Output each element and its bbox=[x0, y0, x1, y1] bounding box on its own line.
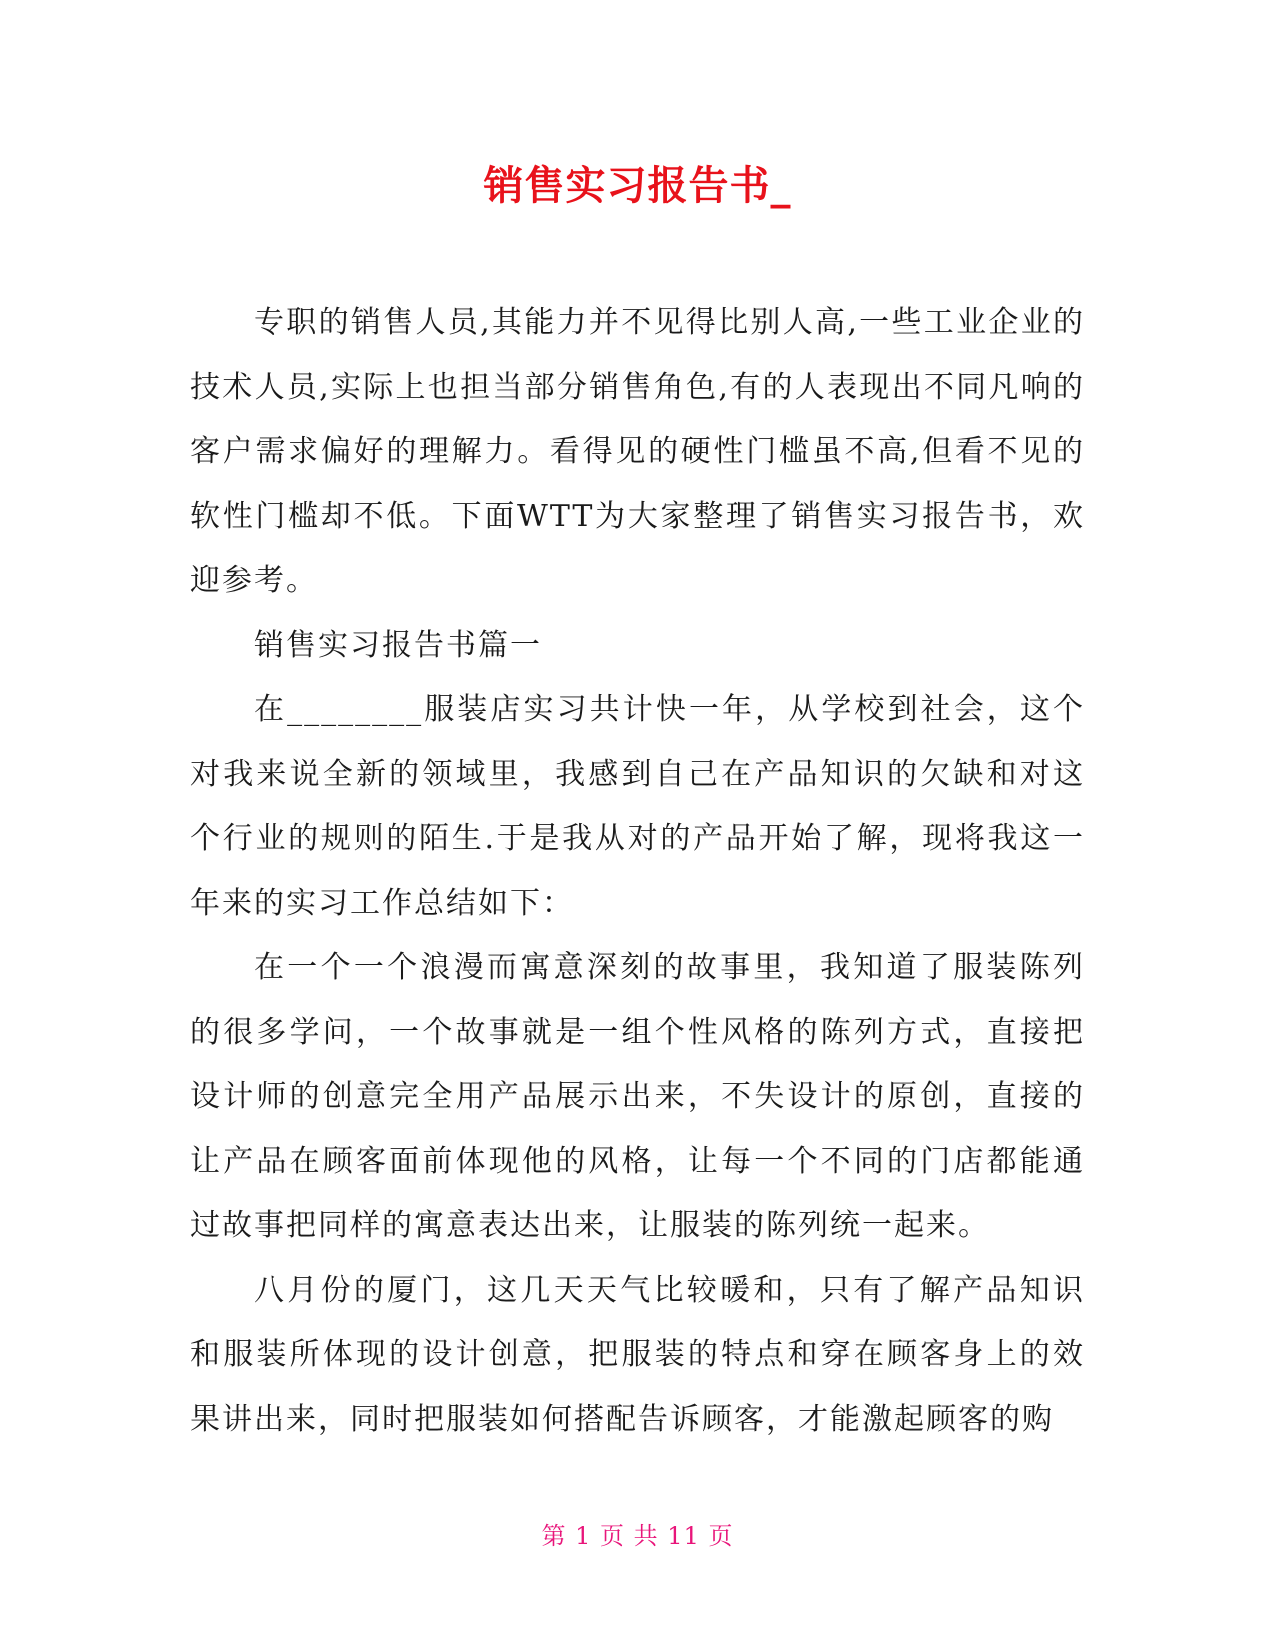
paragraph-intro: 专职的销售人员,其能力并不见得比别人高,一些工业企业的技术人员,实际上也担当部分销售角色,有的人表现出不同凡响的客户需求偏好的理解力。看得见的硬性门槛虽不高,但看不见的软性门槛却不低。下面WTT为大家整理了销售实习报告书，欢迎参考。 bbox=[190, 305, 1085, 598]
document-title: 销售实习报告书_ bbox=[483, 163, 792, 209]
paragraph-internship: 在________服装店实习共计快一年，从学校到社会，这个对我来说全新的领域里，我感到自己在产品知识的欠缺和对这个行业的规则的陌生.于是我从对的产品开始了解，现将我这一年来的实习工作总结如下： bbox=[190, 692, 1085, 921]
paragraph-display: 在一个一个浪漫而寓意深刻的故事里，我知道了服装陈列的很多学问，一个故事就是一组个性风格的陈列方式，直接把设计师的创意完全用产品展示出来，不失设计的原创，直接的让产品在顾客面前体现他的风格，让每一个不同的门店都能通过故事把同样的寓意表达出来，让服装的陈列统一起来。 bbox=[190, 950, 1085, 1243]
document-body bbox=[190, 291, 1085, 1452]
page-number-footer: 第 1 页 共 11 页 bbox=[541, 1522, 734, 1550]
section-heading: 销售实习报告书篇一 bbox=[254, 627, 542, 663]
paragraph-august: 八月份的厦门，这几天天气比较暖和，只有了解产品知识和服装所体现的设计创意，把服装的特点和穿在顾客身上的效果讲出来，同时把服装如何搭配告诉顾客，才能激起顾客的购 bbox=[190, 1272, 1085, 1437]
